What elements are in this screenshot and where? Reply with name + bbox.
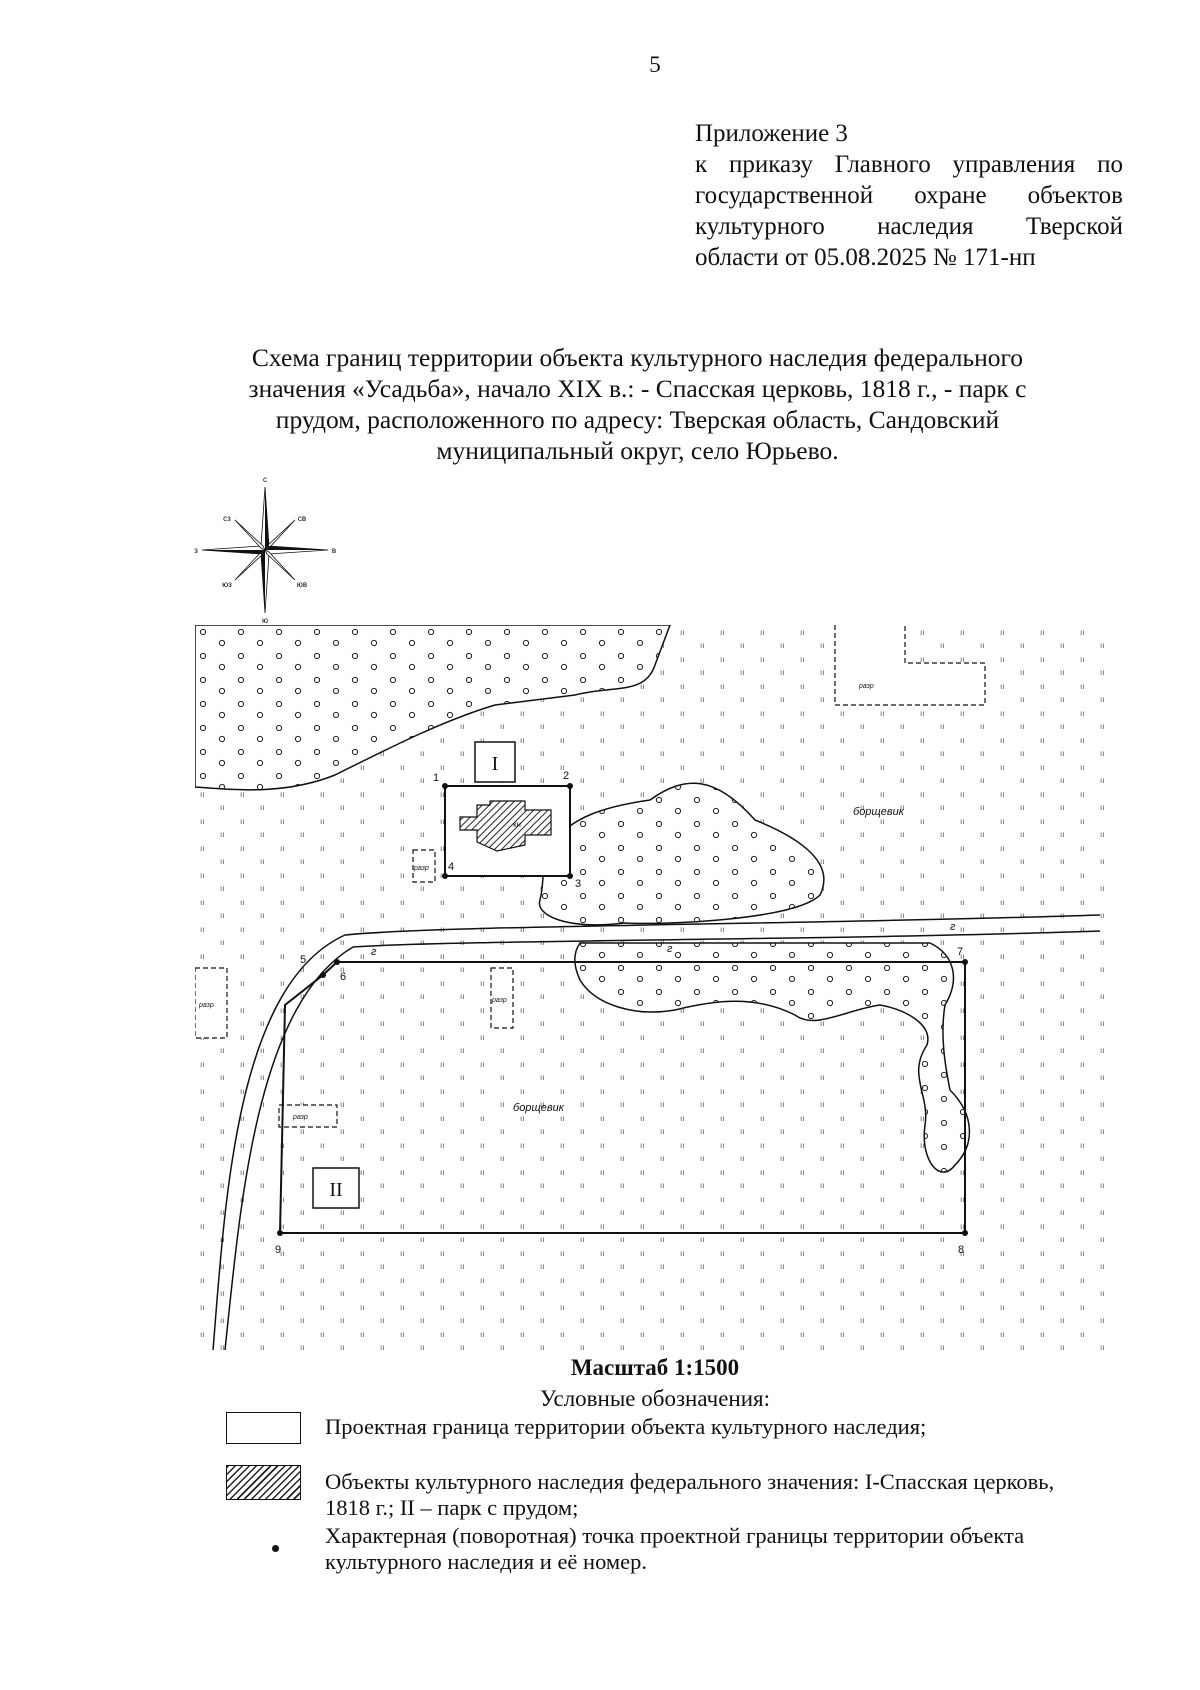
point-label: 6 xyxy=(340,971,347,983)
legend-objects-line: 1818 г.; II – парк с прудом; xyxy=(325,1495,579,1520)
point-label: 7 xyxy=(957,946,964,958)
compass-label-w: з xyxy=(194,546,198,555)
turning-point xyxy=(334,959,340,965)
vegetation-label: борщевик xyxy=(853,806,904,818)
legend-hatch-symbol xyxy=(226,1465,301,1500)
vegetation-label: борщевик xyxy=(513,1102,564,1114)
document-title xyxy=(180,342,1095,466)
appendix-heading xyxy=(695,118,1123,273)
legend-title: Условные обозначения: xyxy=(539,1386,771,1411)
object-label-II: II xyxy=(329,1179,343,1201)
legend-point-line: культурного наследия и её номер. xyxy=(325,1549,647,1574)
turning-point xyxy=(962,959,968,965)
point-label: 5 xyxy=(300,954,307,966)
appendix-line: государственной охране объектов xyxy=(695,182,1123,209)
compass-label-nw: сз xyxy=(223,514,231,523)
compass-label-s: ю xyxy=(262,616,268,625)
church-label: кн xyxy=(513,820,521,829)
appendix-line: культурного наследия Тверской xyxy=(695,213,1123,240)
legend-objects-text xyxy=(325,1469,1115,1521)
compass-label-e: в xyxy=(331,546,337,555)
appendix-line: области от 05.08.2025 № 171-нп xyxy=(695,244,1036,271)
point-label: 1 xyxy=(433,772,440,784)
compass-label-ne: св xyxy=(297,514,307,523)
road-label: г xyxy=(371,946,377,958)
appendix-line: к приказу Главного управления по xyxy=(695,151,1123,178)
compass-label-n: с xyxy=(263,475,267,484)
title-line: Схема границ территории объекта культурного наследия федерального xyxy=(251,343,1024,372)
turning-point xyxy=(962,1230,968,1236)
ruin-label: разр xyxy=(414,865,429,872)
point-label: 2 xyxy=(563,770,570,782)
appendix-line: Приложение 3 xyxy=(695,120,848,147)
legend-boundary-text: Проектная граница территории объекта культурного наследия; xyxy=(325,1414,927,1439)
title-line: прудом, расположенного по адресу: Тверская область, Сандовский xyxy=(275,405,1000,434)
ruin-label: разр xyxy=(859,683,874,690)
legend-boundary-symbol xyxy=(226,1412,301,1444)
turning-point xyxy=(277,1230,283,1236)
compass-label-sw: юз xyxy=(222,580,232,589)
compass-label-se: юв xyxy=(296,580,308,589)
object-label-I: I xyxy=(491,753,499,775)
legend-point-line: Характерная (поворотная) точка проектной границы территории объекта xyxy=(325,1523,1025,1548)
legend-objects-line: Объекты культурного наследия федерального значения: I-Спасская церковь, xyxy=(325,1469,1055,1494)
legend-point-text xyxy=(325,1523,1115,1575)
turning-point xyxy=(442,873,448,879)
title-line: значения «Усадьба», начало XIX в.: - Спасская церковь, 1818 г., - парк с xyxy=(248,374,1027,403)
ruin-label: разр xyxy=(492,997,507,1004)
road-label: г xyxy=(950,921,956,933)
site-map xyxy=(195,625,1105,1350)
point-label: 3 xyxy=(575,878,582,890)
ruin-building xyxy=(279,1105,337,1127)
road-label: г xyxy=(667,943,673,955)
turning-point xyxy=(567,783,573,789)
point-label: 8 xyxy=(958,1244,965,1256)
point-label: 4 xyxy=(448,861,455,873)
legend-point-symbol xyxy=(272,1545,279,1552)
point-label: 9 xyxy=(275,1244,282,1256)
turning-point xyxy=(320,972,326,978)
page-number: 5 xyxy=(649,52,661,77)
ruin-label: разр xyxy=(293,1114,308,1121)
turning-point xyxy=(567,873,573,879)
turning-point xyxy=(442,783,448,789)
title-line: муниципальный округ, село Юрьево. xyxy=(436,436,839,465)
compass-rose-icon xyxy=(190,475,340,625)
ruin-label: разр xyxy=(199,1002,214,1009)
map-scale: Масштаб 1:1500 xyxy=(570,1355,740,1380)
